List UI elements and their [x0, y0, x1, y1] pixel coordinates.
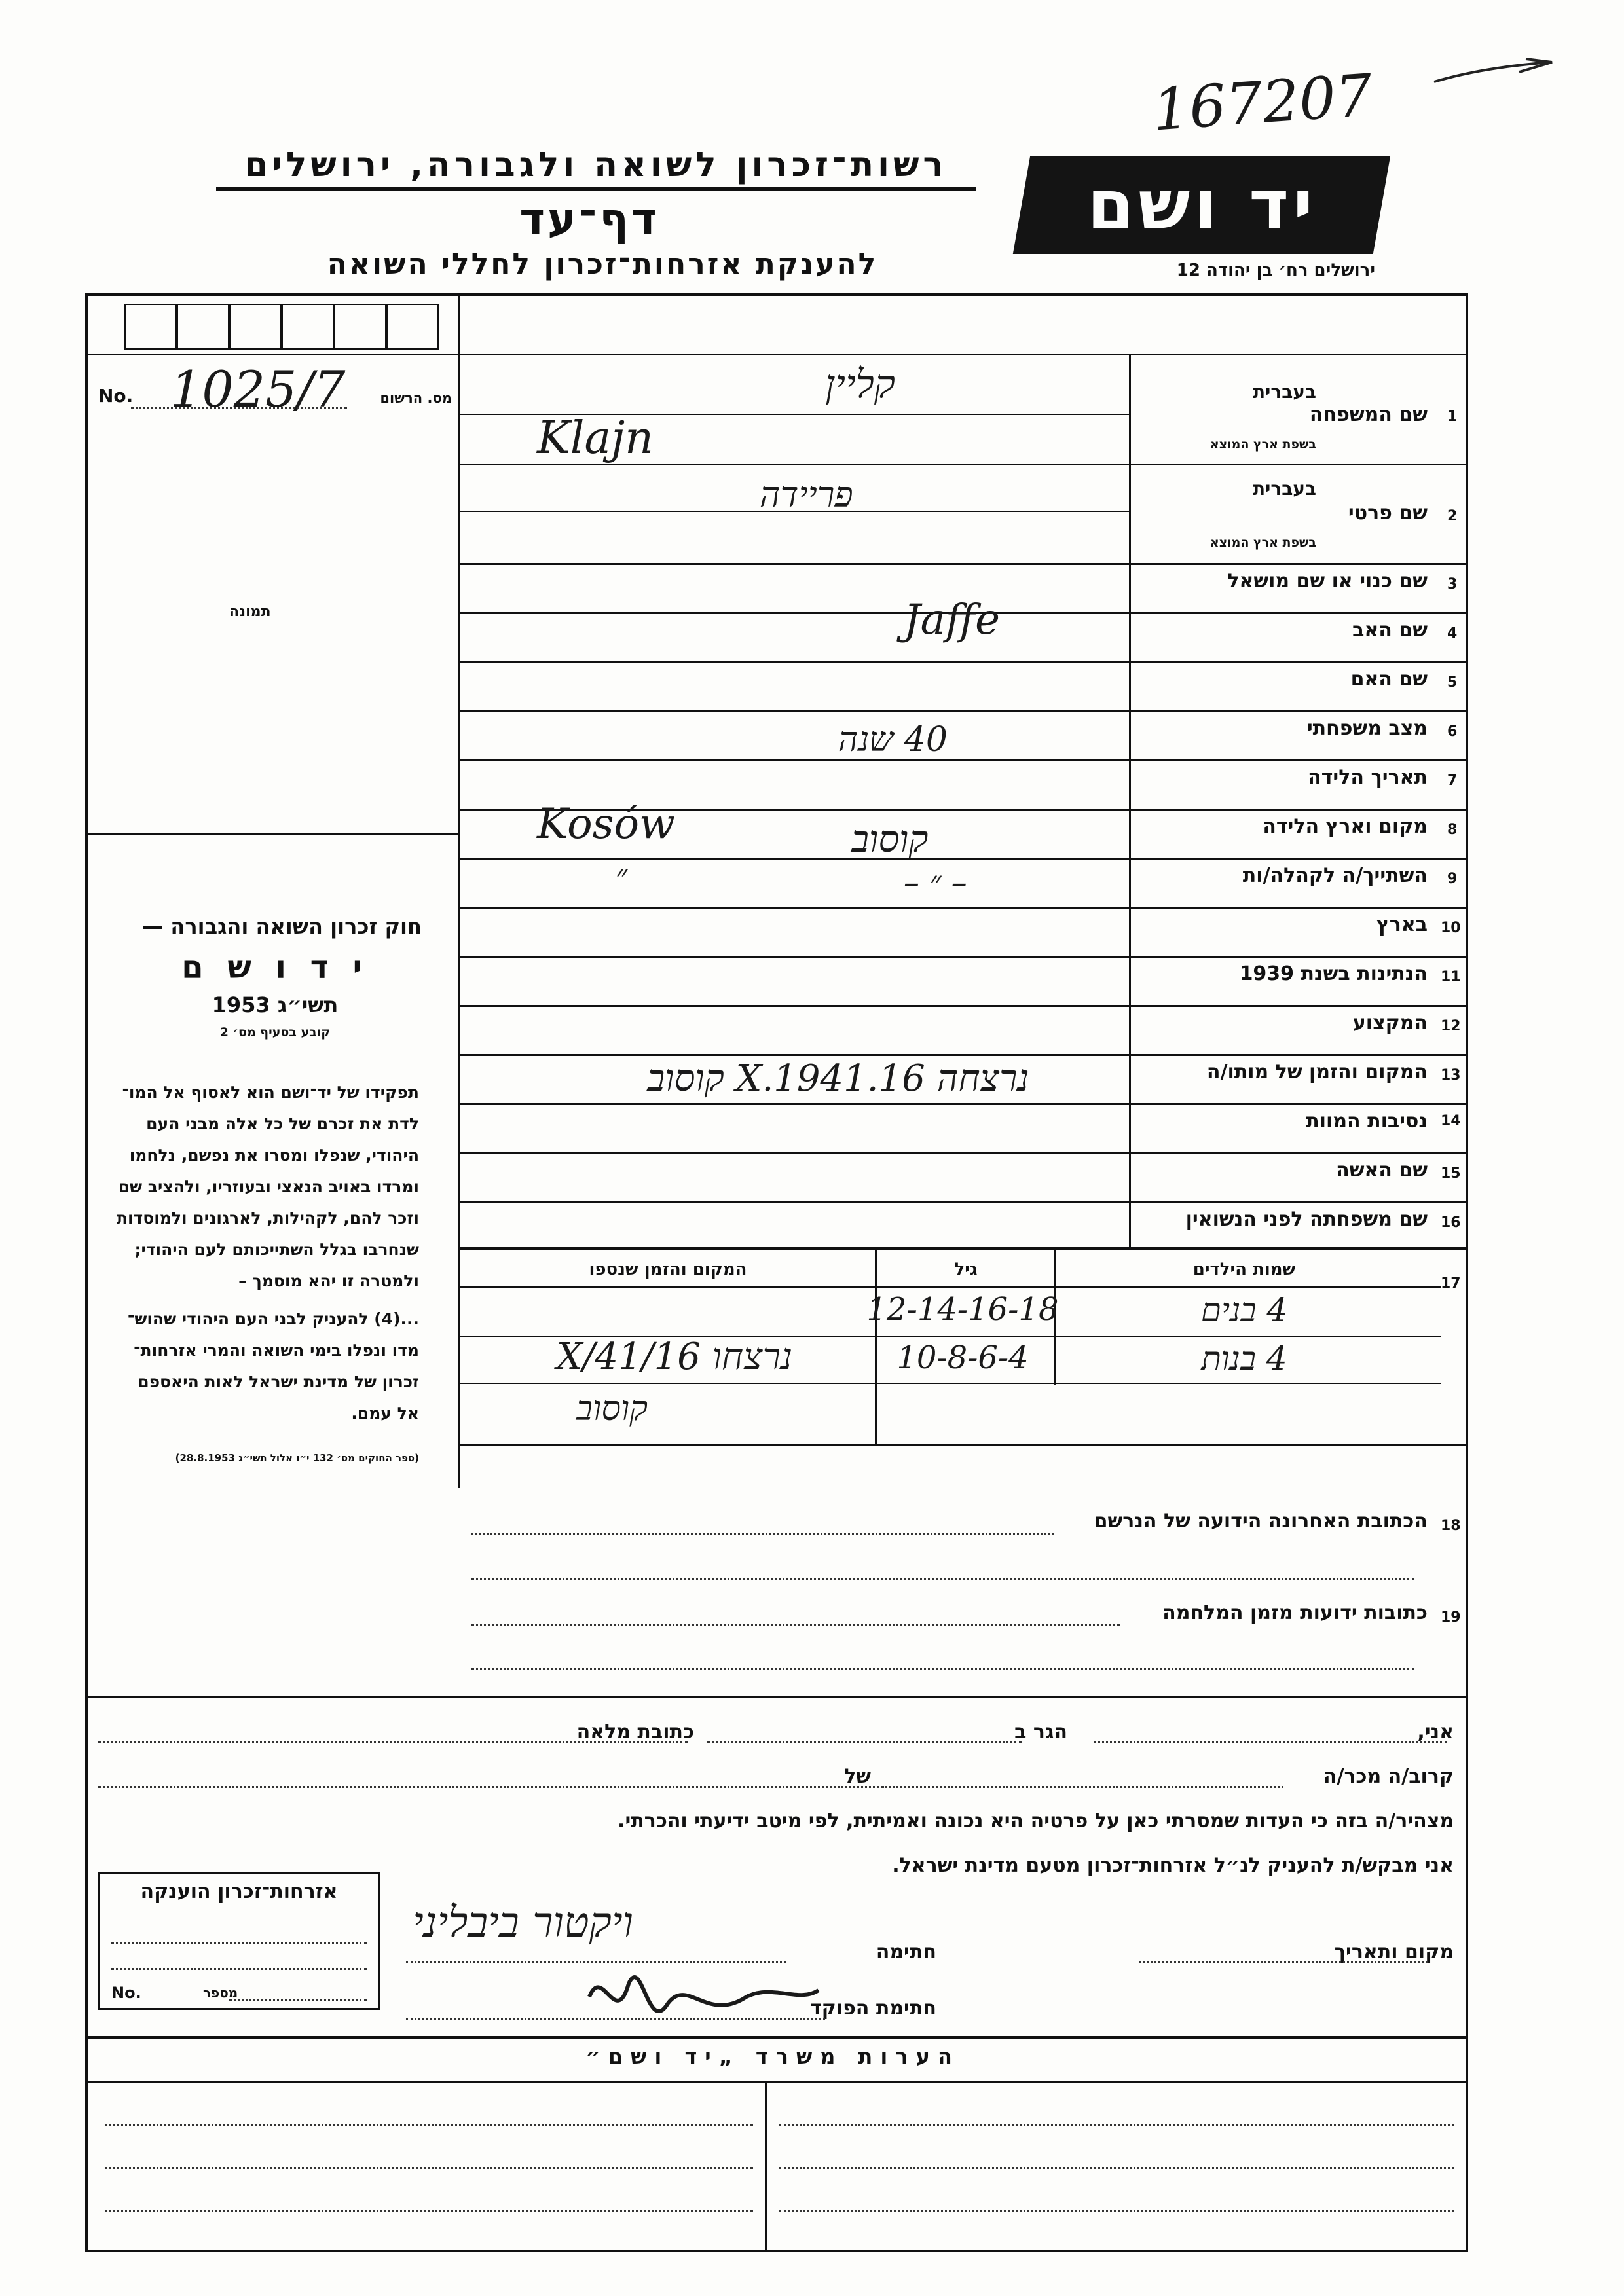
field-number: 16 — [1441, 1214, 1461, 1231]
value-surname-hebrew: קליין — [825, 361, 895, 407]
child-place-extra: קוסוב — [576, 1389, 648, 1429]
signature-flourish — [576, 1958, 825, 2043]
declarant-full-address-label: כתובת מלאה — [576, 1721, 694, 1743]
children-col-place: המקום והזמן שנספו — [589, 1260, 747, 1279]
declarant-i-label: אני, — [1417, 1721, 1454, 1743]
field-number: 4 — [1447, 625, 1458, 642]
field-label-maiden-name: שם משפחתה לפני הנשואין — [1185, 1208, 1428, 1231]
field-lang-hebrew: בעברית — [1252, 381, 1316, 403]
children-col-age: גיל — [954, 1260, 978, 1279]
value-first-name-hebrew: פריידה — [760, 474, 853, 515]
field-label-birth-date: תאריך הלידה — [1308, 766, 1428, 789]
officer-signature-label: חתימת הפוקד — [810, 1997, 936, 2020]
field-label-wife-name: שם האשה — [1336, 1159, 1428, 1182]
field-number: 11 — [1441, 969, 1461, 985]
law-line: זכרון של מדינת ישראל לאות היאספם — [138, 1372, 419, 1391]
field-label-war-addresses: כתובות ידועות מזמן המלחמה — [1162, 1601, 1428, 1624]
citizenship-box-number-label: מספר — [203, 1985, 238, 2001]
field-number: 8 — [1447, 822, 1458, 838]
office-code-boxes — [124, 304, 439, 350]
value-birth-date: 40 שנה — [838, 720, 948, 759]
request-text: אני מבקש/ת להעניק לנ״ל אזרחות־זכרון מטעם מדינת ישראל. — [892, 1854, 1454, 1877]
child-row-names: 4 בנות — [1201, 1339, 1287, 1377]
law-clause: קובע בסעיף מס׳ 2 — [219, 1025, 331, 1040]
field-label-profession: המקצוע — [1352, 1011, 1428, 1034]
value-community-ditto: – ״ – — [904, 864, 967, 901]
law-year: תשי״ג 1953 — [212, 993, 339, 1017]
field-number: 18 — [1441, 1518, 1461, 1534]
field-label-birth-place: מקום וארץ הלידה — [1263, 815, 1428, 838]
child-row-place: נרצחו 16/X/41 — [556, 1336, 793, 1378]
value-father-name: Jaffe — [904, 596, 1001, 644]
field-lang-hebrew: בעברית — [1252, 478, 1316, 500]
field-number: 3 — [1447, 576, 1458, 592]
law-name: י ד ו ש ם — [181, 949, 369, 986]
signature-value: ויקטור ביבליני — [413, 1899, 633, 1947]
declarant-of-label: של — [844, 1765, 871, 1788]
field-number: 17 — [1441, 1275, 1461, 1292]
value-birth-place-origin: Kosów — [537, 800, 675, 848]
field-number: 2 — [1447, 508, 1458, 524]
registration-value: 1025/7 — [170, 360, 346, 418]
law-line: אל עמם. — [351, 1404, 419, 1423]
law-line: וזכר להם, לקהילות, לארגונים ולמוסדות — [116, 1209, 419, 1228]
signature-label: חתימה — [876, 1941, 936, 1963]
archive-number: 167207 — [1150, 61, 1375, 144]
yad-vashem-logo — [1013, 156, 1390, 254]
corner-pen-stroke — [1428, 46, 1559, 98]
field-number: 6 — [1447, 723, 1458, 740]
law-line: שנחרבו בגלל השתייכותם לעם היהודי; — [134, 1240, 419, 1259]
law-line: תפקידו של יד־ושם הוא לאסוף אל המו־ — [122, 1083, 419, 1102]
photo-label: תמונה — [229, 604, 271, 620]
value-birth-place-hebrew: קוסוב — [851, 818, 929, 861]
citizenship-box-no-label: No. — [111, 1984, 141, 2002]
field-number: 7 — [1447, 773, 1458, 789]
field-lang-origin: בשפת ארץ המוצא — [1209, 437, 1316, 452]
law-line: לדת את זכרם של כל אלה מבני העם — [146, 1114, 419, 1133]
field-label-death-circumstances: נסיבות המוות — [1306, 1110, 1428, 1133]
field-label-father-name: שם האב — [1352, 619, 1428, 642]
field-label-nickname: שם כנוי או שם מושאל — [1227, 570, 1428, 592]
registration-no-label: No. — [98, 385, 134, 407]
law-line: ...(4) להעניק לבני העם היהודי שהוש־ — [127, 1309, 419, 1328]
logo-text: יד ושם — [1086, 165, 1317, 245]
law-line: ולמטרה זו יהא מוסמך – — [238, 1271, 419, 1290]
child-row-ages: 12-14-16-18 — [866, 1291, 1059, 1328]
law-source: (ספר החוקים מס׳ 132 י״ו אלול תשי״ג 28.8.1953) — [175, 1452, 419, 1464]
field-label-community: השתייך/ה לקהלה/ות — [1242, 864, 1428, 887]
field-number: 13 — [1441, 1067, 1461, 1084]
field-number: 15 — [1441, 1165, 1461, 1182]
citizenship-box-title: אזרחות־זכרון הוענקה — [140, 1880, 338, 1903]
field-label-first-name: שם פרטי — [1348, 501, 1428, 524]
field-number: 10 — [1441, 920, 1461, 936]
field-number: 14 — [1441, 1113, 1461, 1129]
declaration-text: מצהיר/ה בזה כי העדות שמסרתי כאן על פרטיה היא נכונה ואמיתית, לפי מיטב ידיעתי והכרתי. — [618, 1810, 1454, 1832]
place-date-label: מקום ותאריך — [1334, 1941, 1454, 1963]
field-label-death-place-time: המקום והזמן של מותו/ה — [1206, 1061, 1428, 1084]
field-number: 1 — [1447, 409, 1458, 425]
field-label-marital-status: מצב משפחתי — [1306, 717, 1428, 740]
field-number: 19 — [1441, 1609, 1461, 1626]
registration-label: מס. הרשום — [380, 390, 452, 406]
child-row-names: 4 בנים — [1200, 1291, 1288, 1329]
field-number: 9 — [1447, 871, 1458, 887]
field-number: 5 — [1447, 674, 1458, 691]
org-line: רשות־זכרון לשואה ולגבורה, ירושלים — [216, 145, 976, 191]
law-line: ומרדו באויב הנאצי ובעוזריו, ולהציב שם — [118, 1177, 419, 1196]
field-number: 12 — [1441, 1018, 1461, 1034]
field-label-country: בארץ — [1376, 913, 1428, 936]
form-title: דף־עד — [519, 194, 659, 244]
children-col-names: שמות הילדים — [1192, 1260, 1296, 1279]
field-label-citizenship-1939: הנתינות בשנת 1939 — [1239, 962, 1428, 985]
child-row-ages: 10-8-6-4 — [896, 1339, 1029, 1376]
law-line: מדו ונפלו בימי השואה והמרי אזרחות־ — [134, 1341, 419, 1360]
law-title: חוק זכרון השואה והגבורה — — [142, 914, 422, 939]
field-label-last-address: הכתובת האחרונה הידועה של הנרשם — [1094, 1510, 1428, 1533]
value-community: ״ — [616, 858, 628, 894]
field-label-mother-name: שם האם — [1350, 668, 1428, 691]
field-label-surname: שם המשפחה — [1309, 403, 1428, 426]
logo-address: ירושלים רח׳ בן יהודה 12 — [1176, 261, 1375, 280]
value-surname-origin: Klajn — [537, 412, 654, 464]
declarant-lives-label: הגר ב — [1014, 1721, 1067, 1743]
law-line: היהודי, שנפלו ומסרו את נפשם, נלחמו — [129, 1146, 419, 1165]
value-death-place-time: נרצחה 16.X.1941 קוסוב — [647, 1057, 1029, 1100]
remarks-title: הערות משרד „יד ושם״ — [585, 2044, 960, 2069]
field-lang-origin: בשפת ארץ המוצא — [1209, 536, 1316, 550]
form-subtitle: להענקת אזרחות־זכרון לחללי השואה — [327, 247, 878, 281]
declarant-relative-label: קרוב/ה מכר/ה — [1323, 1765, 1454, 1788]
